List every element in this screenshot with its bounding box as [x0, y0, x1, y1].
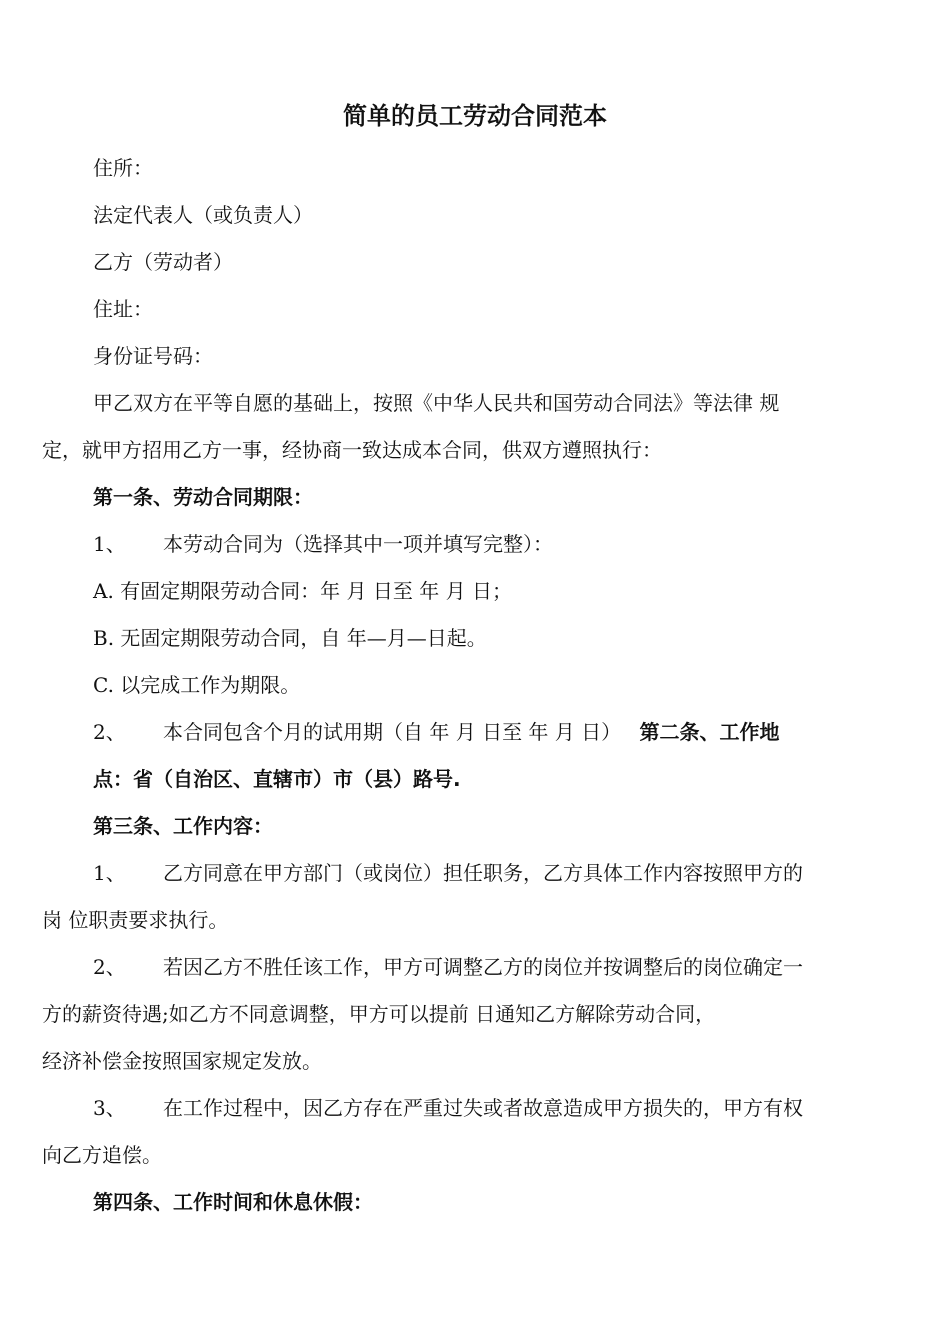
option-a: A. 有固定期限劳动合同：年 月 日至 年 月 日； — [93, 579, 512, 603]
article-3-item-1 — [93, 858, 803, 888]
article-3-item-2-continued-1: 方的薪资待遇;如乙方不同意调整，甲方可以提前 日通知乙方解除劳动合同， — [42, 1002, 716, 1026]
item-number: 1、 — [93, 861, 126, 885]
article-3-item-1-continued: 岗 位职责要求执行。 — [42, 908, 229, 932]
preamble-line-2: 定，就甲方招用乙方一事，经协商一致达成本合同，供双方遵照执行： — [42, 438, 662, 462]
option-c: C. 以完成工作为期限。 — [93, 673, 301, 697]
option-b: B. 无固定期限劳动合同，自 年—月—日起。 — [93, 626, 487, 650]
item-text: 若因乙方不胜任该工作，甲方可调整乙方的岗位并按调整后的岗位确定一 — [163, 955, 803, 979]
address-line: 住址： — [93, 297, 153, 321]
preamble-line-1: 甲乙双方在平等自愿的基础上，按照《中华人民共和国劳动合同法》等法律 规 — [93, 391, 780, 415]
article-3-item-2 — [93, 952, 803, 982]
article-2-heading-part-1: 第二条、工作地 — [639, 720, 780, 744]
item-number: 2、 — [93, 955, 126, 979]
legal-representative-line: 法定代表人（或负责人） — [93, 203, 313, 227]
article-1-heading: 第一条、劳动合同期限： — [93, 485, 313, 509]
residence-line: 住所： — [93, 156, 153, 180]
article-2-heading-part-2: 点：省（自治区、直辖市）市（县）路号. — [93, 767, 461, 791]
article-4-heading: 第四条、工作时间和休息休假： — [93, 1190, 373, 1214]
document-title: 简单的员工劳动合同范本 — [343, 102, 607, 130]
id-number-line: 身份证号码： — [93, 344, 213, 368]
item-text: 本劳动合同为（选择其中一项并填写完整）： — [163, 532, 553, 556]
item-text: 本合同包含个月的试用期（自 年 月 日至 年 月 日） — [163, 720, 622, 744]
article-1-item-2 — [93, 717, 780, 747]
article-3-heading: 第三条、工作内容： — [93, 814, 273, 838]
article-1-item-1 — [93, 529, 553, 559]
item-text: 乙方同意在甲方部门（或岗位）担任职务，乙方具体工作内容按照甲方的 — [163, 861, 803, 885]
item-number: 1、 — [93, 532, 126, 556]
party-b-line: 乙方（劳动者） — [93, 250, 233, 274]
article-3-item-3-continued: 向乙方追偿。 — [42, 1143, 162, 1167]
item-text: 在工作过程中，因乙方存在严重过失或者故意造成甲方损失的，甲方有权 — [163, 1096, 803, 1120]
item-number: 2、 — [93, 720, 126, 744]
item-number: 3、 — [93, 1096, 126, 1120]
article-3-item-2-continued-2: 经济补偿金按照国家规定发放。 — [42, 1049, 322, 1073]
article-3-item-3 — [93, 1093, 803, 1123]
